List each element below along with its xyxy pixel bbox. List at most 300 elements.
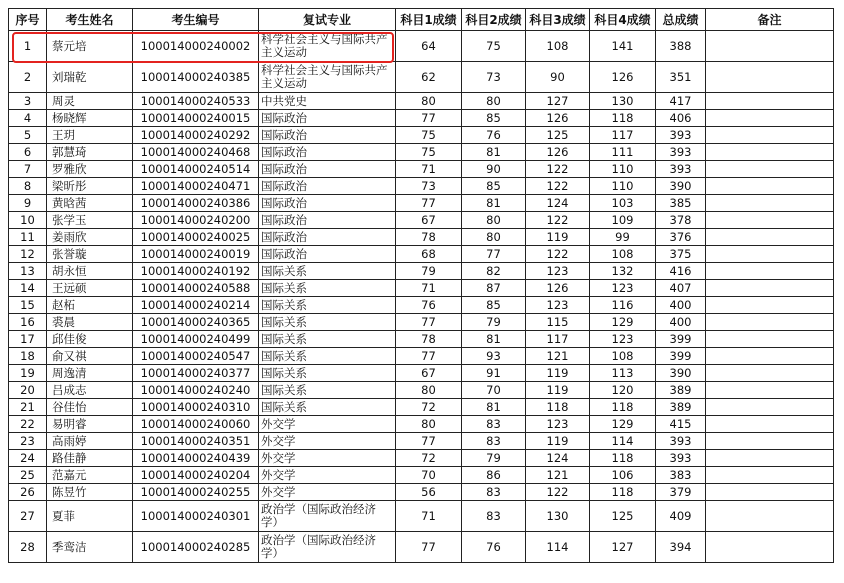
cell-no: 24 bbox=[9, 450, 47, 467]
cell-no: 27 bbox=[9, 501, 47, 532]
cell-total: 378 bbox=[656, 212, 706, 229]
cell-total: 399 bbox=[656, 331, 706, 348]
cell-score-2: 80 bbox=[462, 229, 526, 246]
cell-score-2: 83 bbox=[462, 484, 526, 501]
table-row bbox=[9, 127, 834, 144]
cell-score-4: 116 bbox=[590, 297, 656, 314]
cell-score-4: 130 bbox=[590, 93, 656, 110]
cell-exam-id: 100014000240214 bbox=[133, 297, 259, 314]
table-row bbox=[9, 331, 834, 348]
cell-note bbox=[706, 127, 834, 144]
table-row bbox=[9, 532, 834, 563]
cell-score-1: 68 bbox=[396, 246, 462, 263]
header-total: 总成绩 bbox=[656, 9, 706, 31]
cell-note bbox=[706, 178, 834, 195]
cell-score-2: 91 bbox=[462, 365, 526, 382]
cell-score-4: 106 bbox=[590, 467, 656, 484]
cell-score-1: 64 bbox=[396, 31, 462, 62]
cell-score-1: 70 bbox=[396, 467, 462, 484]
table-header-row bbox=[9, 9, 834, 31]
table-row bbox=[9, 212, 834, 229]
cell-score-1: 73 bbox=[396, 178, 462, 195]
cell-score-4: 108 bbox=[590, 246, 656, 263]
cell-major: 国际政治 bbox=[259, 127, 396, 144]
cell-exam-id: 100014000240471 bbox=[133, 178, 259, 195]
cell-score-2: 85 bbox=[462, 110, 526, 127]
cell-score-2: 79 bbox=[462, 450, 526, 467]
cell-exam-id: 100014000240533 bbox=[133, 93, 259, 110]
cell-no: 19 bbox=[9, 365, 47, 382]
cell-note bbox=[706, 62, 834, 93]
cell-score-3: 122 bbox=[526, 246, 590, 263]
cell-score-3: 108 bbox=[526, 31, 590, 62]
cell-score-4: 117 bbox=[590, 127, 656, 144]
cell-score-4: 118 bbox=[590, 110, 656, 127]
cell-total: 390 bbox=[656, 178, 706, 195]
cell-note bbox=[706, 450, 834, 467]
cell-note bbox=[706, 501, 834, 532]
cell-major: 国际政治 bbox=[259, 246, 396, 263]
cell-total: 379 bbox=[656, 484, 706, 501]
cell-score-1: 77 bbox=[396, 195, 462, 212]
cell-score-1: 77 bbox=[396, 314, 462, 331]
cell-name: 易明睿 bbox=[47, 416, 133, 433]
cell-score-1: 67 bbox=[396, 365, 462, 382]
cell-score-2: 86 bbox=[462, 467, 526, 484]
cell-score-4: 108 bbox=[590, 348, 656, 365]
cell-score-2: 85 bbox=[462, 178, 526, 195]
cell-major: 国际政治 bbox=[259, 195, 396, 212]
cell-score-2: 83 bbox=[462, 501, 526, 532]
cell-name: 蔡元培 bbox=[47, 31, 133, 62]
cell-exam-id: 100014000240547 bbox=[133, 348, 259, 365]
cell-score-3: 121 bbox=[526, 467, 590, 484]
cell-total: 415 bbox=[656, 416, 706, 433]
table-row bbox=[9, 246, 834, 263]
cell-exam-id: 100014000240015 bbox=[133, 110, 259, 127]
cell-total: 416 bbox=[656, 263, 706, 280]
cell-no: 12 bbox=[9, 246, 47, 263]
table-row bbox=[9, 62, 834, 93]
cell-exam-id: 100014000240365 bbox=[133, 314, 259, 331]
cell-note bbox=[706, 532, 834, 563]
cell-score-4: 141 bbox=[590, 31, 656, 62]
cell-score-4: 123 bbox=[590, 331, 656, 348]
cell-name: 王远硕 bbox=[47, 280, 133, 297]
cell-name: 陈昱竹 bbox=[47, 484, 133, 501]
cell-score-2: 79 bbox=[462, 314, 526, 331]
cell-score-3: 122 bbox=[526, 212, 590, 229]
cell-total: 393 bbox=[656, 161, 706, 178]
cell-score-1: 78 bbox=[396, 331, 462, 348]
cell-exam-id: 100014000240377 bbox=[133, 365, 259, 382]
cell-score-3: 126 bbox=[526, 280, 590, 297]
cell-major: 国际关系 bbox=[259, 297, 396, 314]
cell-major: 外交学 bbox=[259, 416, 396, 433]
cell-score-3: 90 bbox=[526, 62, 590, 93]
cell-total: 400 bbox=[656, 297, 706, 314]
cell-score-3: 126 bbox=[526, 110, 590, 127]
cell-no: 4 bbox=[9, 110, 47, 127]
cell-score-1: 72 bbox=[396, 450, 462, 467]
cell-note bbox=[706, 280, 834, 297]
cell-major: 国际政治 bbox=[259, 229, 396, 246]
cell-major: 政治学（国际政治经济学） bbox=[259, 501, 396, 532]
cell-score-1: 62 bbox=[396, 62, 462, 93]
cell-note bbox=[706, 314, 834, 331]
cell-score-1: 71 bbox=[396, 280, 462, 297]
table-row bbox=[9, 501, 834, 532]
cell-score-4: 103 bbox=[590, 195, 656, 212]
cell-exam-id: 100014000240019 bbox=[133, 246, 259, 263]
cell-score-2: 81 bbox=[462, 331, 526, 348]
cell-major: 国际关系 bbox=[259, 314, 396, 331]
cell-note bbox=[706, 484, 834, 501]
cell-major: 外交学 bbox=[259, 484, 396, 501]
cell-score-2: 76 bbox=[462, 127, 526, 144]
cell-note bbox=[706, 212, 834, 229]
cell-name: 夏菲 bbox=[47, 501, 133, 532]
cell-exam-id: 100014000240351 bbox=[133, 433, 259, 450]
cell-exam-id: 100014000240285 bbox=[133, 532, 259, 563]
cell-name: 黄晗茜 bbox=[47, 195, 133, 212]
cell-total: 393 bbox=[656, 450, 706, 467]
cell-score-4: 118 bbox=[590, 484, 656, 501]
cell-score-4: 120 bbox=[590, 382, 656, 399]
cell-exam-id: 100014000240499 bbox=[133, 331, 259, 348]
table-row bbox=[9, 399, 834, 416]
cell-exam-id: 100014000240060 bbox=[133, 416, 259, 433]
cell-total: 389 bbox=[656, 382, 706, 399]
cell-score-2: 82 bbox=[462, 263, 526, 280]
cell-score-2: 87 bbox=[462, 280, 526, 297]
cell-major: 国际关系 bbox=[259, 331, 396, 348]
cell-name: 周逸清 bbox=[47, 365, 133, 382]
cell-name: 邱佳俊 bbox=[47, 331, 133, 348]
table-row bbox=[9, 348, 834, 365]
cell-exam-id: 100014000240310 bbox=[133, 399, 259, 416]
cell-major: 国际关系 bbox=[259, 399, 396, 416]
cell-note bbox=[706, 416, 834, 433]
cell-total: 375 bbox=[656, 246, 706, 263]
cell-score-3: 123 bbox=[526, 297, 590, 314]
cell-score-3: 119 bbox=[526, 365, 590, 382]
table-row bbox=[9, 450, 834, 467]
cell-score-2: 83 bbox=[462, 416, 526, 433]
table-row bbox=[9, 314, 834, 331]
cell-score-4: 110 bbox=[590, 161, 656, 178]
table-row bbox=[9, 144, 834, 161]
cell-total: 388 bbox=[656, 31, 706, 62]
cell-score-3: 124 bbox=[526, 195, 590, 212]
cell-no: 23 bbox=[9, 433, 47, 450]
cell-score-2: 70 bbox=[462, 382, 526, 399]
cell-score-1: 78 bbox=[396, 229, 462, 246]
cell-score-4: 123 bbox=[590, 280, 656, 297]
cell-major: 国际政治 bbox=[259, 144, 396, 161]
table-row bbox=[9, 297, 834, 314]
cell-note bbox=[706, 467, 834, 484]
cell-name: 周灵 bbox=[47, 93, 133, 110]
cell-exam-id: 100014000240514 bbox=[133, 161, 259, 178]
cell-score-3: 121 bbox=[526, 348, 590, 365]
cell-name: 高雨婷 bbox=[47, 433, 133, 450]
cell-score-4: 109 bbox=[590, 212, 656, 229]
cell-score-2: 90 bbox=[462, 161, 526, 178]
cell-score-4: 99 bbox=[590, 229, 656, 246]
cell-score-2: 81 bbox=[462, 399, 526, 416]
cell-note bbox=[706, 348, 834, 365]
cell-no: 9 bbox=[9, 195, 47, 212]
cell-major: 科学社会主义与国际共产主义运动 bbox=[259, 62, 396, 93]
cell-score-1: 56 bbox=[396, 484, 462, 501]
cell-name: 俞又祺 bbox=[47, 348, 133, 365]
cell-no: 21 bbox=[9, 399, 47, 416]
cell-total: 351 bbox=[656, 62, 706, 93]
cell-score-3: 126 bbox=[526, 144, 590, 161]
table-row bbox=[9, 382, 834, 399]
cell-total: 393 bbox=[656, 144, 706, 161]
cell-score-3: 122 bbox=[526, 161, 590, 178]
cell-score-4: 127 bbox=[590, 532, 656, 563]
cell-score-3: 123 bbox=[526, 416, 590, 433]
cell-major: 政治学（国际政治经济学） bbox=[259, 532, 396, 563]
table-row bbox=[9, 178, 834, 195]
cell-name: 裘晨 bbox=[47, 314, 133, 331]
cell-score-2: 77 bbox=[462, 246, 526, 263]
cell-no: 18 bbox=[9, 348, 47, 365]
cell-note bbox=[706, 331, 834, 348]
table-row bbox=[9, 93, 834, 110]
cell-score-1: 77 bbox=[396, 348, 462, 365]
cell-no: 8 bbox=[9, 178, 47, 195]
cell-note bbox=[706, 161, 834, 178]
cell-score-1: 80 bbox=[396, 93, 462, 110]
table-row bbox=[9, 467, 834, 484]
cell-no: 3 bbox=[9, 93, 47, 110]
table-row bbox=[9, 195, 834, 212]
cell-name: 赵柘 bbox=[47, 297, 133, 314]
cell-total: 409 bbox=[656, 501, 706, 532]
cell-exam-id: 100014000240240 bbox=[133, 382, 259, 399]
cell-major: 国际关系 bbox=[259, 382, 396, 399]
cell-major: 国际政治 bbox=[259, 110, 396, 127]
header-exam-id: 考生编号 bbox=[133, 9, 259, 31]
cell-name: 范嘉元 bbox=[47, 467, 133, 484]
cell-name: 谷佳怡 bbox=[47, 399, 133, 416]
header-score-1: 科目1成绩 bbox=[396, 9, 462, 31]
header-note: 备注 bbox=[706, 9, 834, 31]
cell-no: 20 bbox=[9, 382, 47, 399]
cell-major: 外交学 bbox=[259, 467, 396, 484]
cell-score-1: 75 bbox=[396, 127, 462, 144]
table-row bbox=[9, 110, 834, 127]
cell-name: 路佳静 bbox=[47, 450, 133, 467]
cell-score-2: 80 bbox=[462, 212, 526, 229]
cell-exam-id: 100014000240468 bbox=[133, 144, 259, 161]
cell-name: 胡永恒 bbox=[47, 263, 133, 280]
cell-score-2: 81 bbox=[462, 195, 526, 212]
cell-total: 399 bbox=[656, 348, 706, 365]
cell-no: 25 bbox=[9, 467, 47, 484]
cell-no: 6 bbox=[9, 144, 47, 161]
cell-score-4: 118 bbox=[590, 399, 656, 416]
cell-major: 国际关系 bbox=[259, 365, 396, 382]
cell-score-1: 76 bbox=[396, 297, 462, 314]
cell-total: 393 bbox=[656, 127, 706, 144]
table-row bbox=[9, 416, 834, 433]
score-table bbox=[8, 8, 834, 563]
cell-note bbox=[706, 297, 834, 314]
cell-score-4: 126 bbox=[590, 62, 656, 93]
cell-no: 2 bbox=[9, 62, 47, 93]
cell-note bbox=[706, 195, 834, 212]
header-major: 复试专业 bbox=[259, 9, 396, 31]
cell-name: 梁昕彤 bbox=[47, 178, 133, 195]
cell-major: 国际关系 bbox=[259, 280, 396, 297]
cell-score-4: 129 bbox=[590, 416, 656, 433]
cell-note bbox=[706, 110, 834, 127]
cell-no: 15 bbox=[9, 297, 47, 314]
cell-exam-id: 100014000240192 bbox=[133, 263, 259, 280]
cell-no: 1 bbox=[9, 31, 47, 62]
cell-score-3: 130 bbox=[526, 501, 590, 532]
cell-score-1: 72 bbox=[396, 399, 462, 416]
cell-major: 外交学 bbox=[259, 433, 396, 450]
cell-score-3: 124 bbox=[526, 450, 590, 467]
cell-score-1: 77 bbox=[396, 532, 462, 563]
cell-score-1: 67 bbox=[396, 212, 462, 229]
cell-no: 28 bbox=[9, 532, 47, 563]
cell-name: 刘瑞乾 bbox=[47, 62, 133, 93]
table-row bbox=[9, 280, 834, 297]
cell-note bbox=[706, 229, 834, 246]
cell-name: 郭慧琦 bbox=[47, 144, 133, 161]
cell-score-4: 118 bbox=[590, 450, 656, 467]
cell-score-4: 125 bbox=[590, 501, 656, 532]
cell-score-2: 93 bbox=[462, 348, 526, 365]
cell-name: 张学玉 bbox=[47, 212, 133, 229]
table-row bbox=[9, 433, 834, 450]
table-row bbox=[9, 161, 834, 178]
cell-no: 17 bbox=[9, 331, 47, 348]
cell-total: 390 bbox=[656, 365, 706, 382]
cell-score-2: 83 bbox=[462, 433, 526, 450]
cell-score-3: 127 bbox=[526, 93, 590, 110]
cell-major: 国际政治 bbox=[259, 212, 396, 229]
cell-score-3: 125 bbox=[526, 127, 590, 144]
cell-exam-id: 100014000240255 bbox=[133, 484, 259, 501]
table-row bbox=[9, 31, 834, 62]
cell-score-2: 80 bbox=[462, 93, 526, 110]
cell-exam-id: 100014000240200 bbox=[133, 212, 259, 229]
cell-major: 外交学 bbox=[259, 450, 396, 467]
cell-score-3: 122 bbox=[526, 178, 590, 195]
cell-score-3: 119 bbox=[526, 433, 590, 450]
cell-major: 国际关系 bbox=[259, 348, 396, 365]
cell-score-4: 111 bbox=[590, 144, 656, 161]
cell-score-2: 85 bbox=[462, 297, 526, 314]
cell-note bbox=[706, 263, 834, 280]
cell-score-1: 71 bbox=[396, 501, 462, 532]
cell-no: 5 bbox=[9, 127, 47, 144]
cell-no: 22 bbox=[9, 416, 47, 433]
cell-score-3: 119 bbox=[526, 229, 590, 246]
cell-score-2: 76 bbox=[462, 532, 526, 563]
cell-total: 406 bbox=[656, 110, 706, 127]
cell-score-1: 77 bbox=[396, 433, 462, 450]
cell-exam-id: 100014000240588 bbox=[133, 280, 259, 297]
cell-score-2: 73 bbox=[462, 62, 526, 93]
cell-major: 中共党史 bbox=[259, 93, 396, 110]
cell-exam-id: 100014000240002 bbox=[133, 31, 259, 62]
cell-no: 14 bbox=[9, 280, 47, 297]
cell-total: 400 bbox=[656, 314, 706, 331]
cell-score-3: 122 bbox=[526, 484, 590, 501]
table-body bbox=[9, 31, 834, 563]
cell-score-4: 129 bbox=[590, 314, 656, 331]
cell-total: 393 bbox=[656, 433, 706, 450]
cell-no: 13 bbox=[9, 263, 47, 280]
cell-no: 7 bbox=[9, 161, 47, 178]
cell-name: 吕成志 bbox=[47, 382, 133, 399]
header-score-2: 科目2成绩 bbox=[462, 9, 526, 31]
table-row bbox=[9, 365, 834, 382]
cell-score-4: 114 bbox=[590, 433, 656, 450]
cell-exam-id: 100014000240301 bbox=[133, 501, 259, 532]
cell-score-3: 118 bbox=[526, 399, 590, 416]
table-row bbox=[9, 263, 834, 280]
cell-major: 国际政治 bbox=[259, 161, 396, 178]
cell-total: 407 bbox=[656, 280, 706, 297]
cell-name: 罗雅欣 bbox=[47, 161, 133, 178]
cell-name: 杨晓辉 bbox=[47, 110, 133, 127]
cell-note bbox=[706, 246, 834, 263]
cell-score-3: 123 bbox=[526, 263, 590, 280]
cell-score-3: 114 bbox=[526, 532, 590, 563]
cell-total: 376 bbox=[656, 229, 706, 246]
cell-score-3: 119 bbox=[526, 382, 590, 399]
cell-note bbox=[706, 433, 834, 450]
cell-no: 26 bbox=[9, 484, 47, 501]
cell-name: 姜雨欣 bbox=[47, 229, 133, 246]
header-score-4: 科目4成绩 bbox=[590, 9, 656, 31]
cell-major: 科学社会主义与国际共产主义运动 bbox=[259, 31, 396, 62]
cell-exam-id: 100014000240292 bbox=[133, 127, 259, 144]
cell-score-1: 80 bbox=[396, 416, 462, 433]
cell-score-2: 81 bbox=[462, 144, 526, 161]
cell-exam-id: 100014000240386 bbox=[133, 195, 259, 212]
cell-total: 385 bbox=[656, 195, 706, 212]
cell-score-4: 113 bbox=[590, 365, 656, 382]
cell-no: 16 bbox=[9, 314, 47, 331]
table-row bbox=[9, 484, 834, 501]
cell-name: 季鸾洁 bbox=[47, 532, 133, 563]
cell-name: 王玥 bbox=[47, 127, 133, 144]
cell-name: 张誉璇 bbox=[47, 246, 133, 263]
cell-score-2: 75 bbox=[462, 31, 526, 62]
cell-exam-id: 100014000240385 bbox=[133, 62, 259, 93]
cell-score-3: 117 bbox=[526, 331, 590, 348]
cell-score-1: 75 bbox=[396, 144, 462, 161]
cell-score-4: 110 bbox=[590, 178, 656, 195]
cell-note bbox=[706, 382, 834, 399]
cell-score-1: 71 bbox=[396, 161, 462, 178]
cell-score-1: 79 bbox=[396, 263, 462, 280]
cell-no: 10 bbox=[9, 212, 47, 229]
cell-major: 国际政治 bbox=[259, 178, 396, 195]
cell-total: 383 bbox=[656, 467, 706, 484]
